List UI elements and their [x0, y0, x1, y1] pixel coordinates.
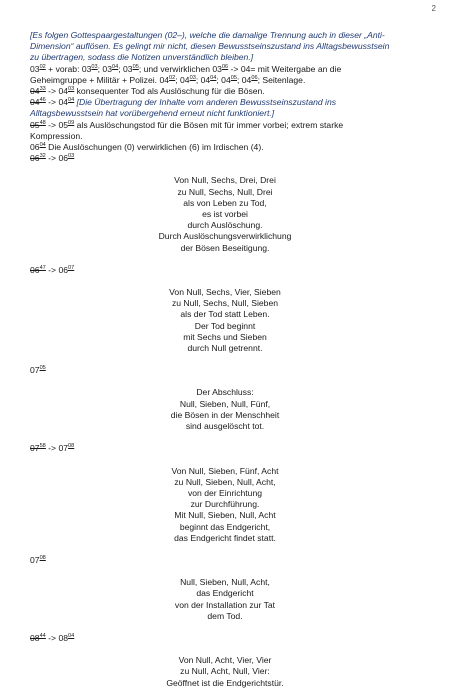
verse-block	[30, 655, 420, 689]
section-heading-0758	[30, 443, 420, 454]
verse-line: Der Abschluss:	[196, 387, 254, 398]
superscript: 58	[39, 443, 46, 450]
text: -> 04	[45, 86, 69, 97]
superscript: 05	[39, 365, 46, 372]
verse-line: es ist vorbei	[202, 209, 248, 220]
verse-line: durch Auslöschung.	[187, 220, 263, 231]
text: ; 03	[118, 63, 133, 74]
text: -> 07	[45, 443, 69, 454]
text: 07	[30, 554, 40, 565]
verse-line: die Bösen in der Menschheit	[170, 409, 280, 420]
struck-number	[30, 153, 46, 163]
superscript: 04	[68, 632, 75, 639]
page-number: 2	[431, 4, 436, 13]
verse-line: Null, Sieben, Null, Fünf,	[179, 398, 271, 409]
struck-text: 04	[30, 86, 40, 97]
verse-line: als der Tod statt Leben.	[180, 309, 270, 320]
verse-line: das Endgericht	[196, 588, 254, 599]
text: -> 08	[45, 632, 69, 643]
verse-line: Von Null, Sechs, Drei, Drei	[174, 175, 276, 186]
superscript: 04	[210, 74, 217, 81]
verse-line: der Bösen Beseitigung.	[180, 242, 270, 253]
verse-line: Von Null, Sieben, Fünf, Acht	[171, 465, 279, 476]
verse-block	[30, 175, 420, 253]
verse-line: sind ausgelöscht tot.	[185, 421, 265, 432]
struck-number	[30, 443, 46, 453]
struck-number	[30, 120, 46, 130]
text: ; 04	[195, 74, 211, 85]
superscript: 04	[39, 142, 46, 149]
text: ; 04	[175, 74, 190, 85]
struck-text: 06	[30, 153, 40, 164]
italic-note: [Die Übertragung der Inhalte vom anderen Bewusstseinszustand ins	[74, 97, 337, 108]
section-heading-0705	[30, 365, 420, 376]
verse-block	[30, 577, 420, 622]
struck-text: 05	[30, 119, 40, 130]
verse-line: Von Null, Sechs, Vier, Sieben	[169, 287, 281, 298]
struck-number	[30, 86, 46, 96]
italic-note: Alltagsbewusstsein hat vorübergehend erneut nicht funktioniert.]	[30, 108, 275, 119]
superscript: 02	[39, 63, 46, 70]
verse-line: zu Null, Sieben, Null, Acht,	[174, 476, 276, 487]
document-body	[30, 30, 420, 689]
struck-number	[30, 265, 46, 275]
struck-text: 04	[30, 97, 40, 108]
superscript: 06	[221, 63, 229, 70]
text: ; Seitenlage.	[257, 74, 306, 85]
superscript: 08	[39, 554, 46, 561]
verse-line: Durch Auslöschungsverwirklichung	[158, 231, 292, 242]
superscript: 05	[132, 63, 139, 70]
verse-line: als von Leben zu Tod,	[183, 197, 267, 208]
verse-line: Geöffnet ist die Endgerichtstür.	[166, 677, 284, 688]
superscript: 09	[68, 119, 75, 126]
text: Kompression.	[30, 130, 83, 141]
superscript: 04	[112, 63, 119, 70]
text: -> 06	[45, 264, 69, 275]
paragraph-0604	[30, 142, 420, 153]
verse-line: mit Sechs und Sieben	[183, 331, 267, 342]
struck-number	[30, 633, 46, 643]
paragraph-0548	[30, 120, 420, 142]
paragraph-0302	[30, 64, 420, 86]
superscript: 32	[39, 153, 46, 160]
verse-line: zur Durchführung.	[190, 499, 260, 510]
verse-line: zu Null, Sechs, Null, Drei	[177, 186, 273, 197]
superscript: 46	[39, 97, 46, 104]
text: ; und verwirklichen 03	[138, 63, 222, 74]
text: -> 05	[45, 119, 69, 130]
text: als Auslöschungstod für die Bösen mit für immer vorbei; extrem starke	[74, 119, 344, 130]
verse-block	[30, 387, 420, 432]
intro-line: [Es folgen Gottespaargestaltungen (02–), welche die damalige Trennung auch in dieser „Anti-	[30, 30, 385, 40]
section-heading-0632	[30, 153, 420, 164]
superscript: 03	[189, 74, 196, 81]
superscript: 03	[91, 63, 98, 70]
struck-text: 08	[30, 632, 40, 643]
verse-line: zu Null, Sechs, Null, Sieben	[171, 298, 279, 309]
text: -> 04	[45, 97, 69, 108]
struck-number	[30, 97, 46, 107]
intro-note	[30, 30, 420, 64]
superscript: 47	[39, 264, 46, 271]
text: Geheimgruppe + Militär + Polizei. 04	[30, 74, 170, 85]
struck-text: 07	[30, 443, 40, 454]
superscript: 48	[39, 119, 46, 126]
text: ; 04	[216, 74, 231, 85]
section-heading-0844	[30, 633, 420, 644]
superscript: 05	[230, 74, 237, 81]
text: -> 04= mit Weitergabe an die	[228, 63, 342, 74]
text: konsequenter Tod als Auslöschung für die Bösen.	[74, 86, 265, 97]
verse-line: zu Null, Acht, Null, Vier:	[180, 666, 270, 677]
superscript: 02	[169, 74, 176, 81]
text: -> 06	[45, 153, 69, 164]
superscript: 03	[68, 153, 75, 160]
superscript: 44	[39, 632, 46, 639]
superscript: 03	[68, 86, 75, 93]
text: + vorab: 03	[45, 63, 92, 74]
paragraph-0433	[30, 86, 420, 97]
verse-block	[30, 287, 420, 354]
verse-line: Null, Sieben, Null, Acht,	[180, 577, 270, 588]
verse-line: von der Einrichtung	[187, 487, 263, 498]
verse-line: durch Null getrennt.	[187, 343, 263, 354]
verse-line: von der Installation zur Tat	[174, 599, 276, 610]
verse-line: Der Tod beginnt	[194, 320, 256, 331]
verse-line: dem Tod.	[207, 610, 243, 621]
verse-line: beginnt das Endgericht,	[179, 521, 271, 532]
verse-line: das Endgericht findet statt.	[174, 532, 276, 543]
superscript: 06	[251, 74, 258, 81]
paragraph-0446	[30, 97, 420, 119]
verse-line: Von Null, Acht, Vier, Vier	[178, 655, 272, 666]
superscript: 33	[39, 86, 46, 93]
section-heading-0647	[30, 265, 420, 276]
superscript: 04	[68, 97, 75, 104]
text: Die Auslöschungen (0) verwirklichen (6) im Irdischen (4).	[45, 142, 264, 153]
superscript: 07	[68, 264, 75, 271]
text: 06	[30, 142, 40, 153]
intro-line: zu übertragen, sodass die Notizen unverständlich bleiben.]	[30, 52, 254, 63]
text: ; 04	[236, 74, 252, 85]
text: 07	[30, 365, 40, 376]
verse-block	[30, 466, 420, 544]
text: 03	[30, 63, 40, 74]
verse-line: Mit Null, Sieben, Null, Acht	[174, 510, 276, 521]
intro-line: Dimension“ auflösen. Es gelingt mir nicht, diesen Bewusstseinszustand ins Alltagsbewusstsein	[30, 41, 390, 52]
section-heading-0708	[30, 555, 420, 566]
text: ; 03	[97, 63, 112, 74]
superscript: 08	[68, 443, 75, 450]
struck-text: 06	[30, 264, 40, 275]
